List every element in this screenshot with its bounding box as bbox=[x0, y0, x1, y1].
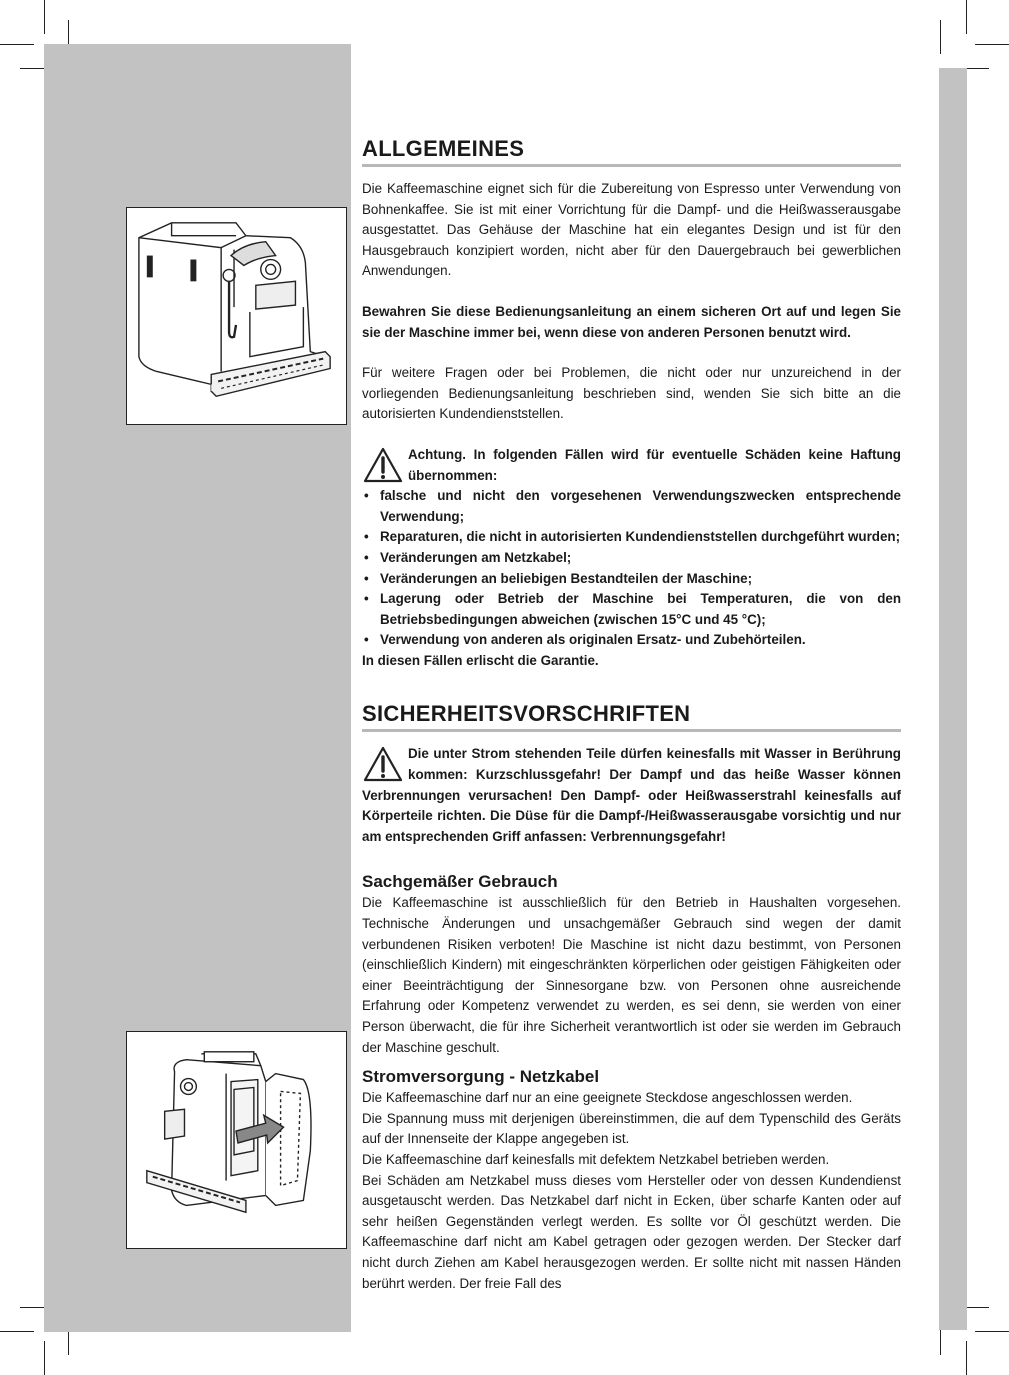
liability-warning bbox=[362, 445, 901, 486]
crop-mark bbox=[966, 0, 967, 34]
crop-mark bbox=[975, 1331, 1009, 1332]
crop-mark bbox=[44, 1341, 45, 1375]
power-supply-line: Die Kaffeemaschine darf keinesfalls mit defektem Netzkabel betrieben werden. bbox=[362, 1151, 830, 1167]
list-item: • falsche und nicht den vorgesehenen Verwendungszwecken entsprechende Verwendung; bbox=[362, 486, 901, 527]
questions-paragraph: Für weitere Fragen oder bei Problemen, die nicht oder nur unzureichend in der vorliegenden Bedienungsanleitung beschrieben sind, wenden Sie sich bitte an die autorisierten Kundendienststellen. bbox=[362, 365, 901, 422]
subheading-power-supply: Stromversorgung - Netzkabel bbox=[362, 1067, 600, 1087]
liability-warning-text: Achtung. In folgenden Fällen wird für eventuelle Schäden keine Haftung übernommen: bbox=[408, 446, 901, 483]
intro-paragraph: Die Kaffeemaschine eignet sich für die Zubereitung von Espresso unter Verwendung von Bohnenkaffee. Sie ist mit einer Vorrichtung für die Dampf- und die Heißwasserausgabe ausgestattet. Das Gehäuse der Maschine hat ein elegantes Design und ist für den Hausgebrauch konzipiert worden, nicht aber für den Dauergebrauch bei gewerblichen Anwendungen. bbox=[362, 181, 901, 279]
electrical-warning bbox=[362, 744, 901, 847]
crop-mark bbox=[0, 1331, 34, 1332]
crop-mark bbox=[44, 0, 45, 34]
page-body bbox=[362, 136, 901, 1294]
crop-mark bbox=[940, 20, 941, 54]
liability-bullet-list bbox=[362, 486, 901, 651]
power-supply-line: Die Kaffeemaschine darf nur an eine geeignete Steckdose angeschlossen werden. bbox=[362, 1090, 853, 1106]
subheading-proper-use: Sachgemäßer Gebrauch bbox=[362, 872, 558, 892]
proper-use-paragraph: Die Kaffeemaschine ist ausschließlich für den Betrieb in Haushalten vorgesehen. Technische Änderungen und unsachgemäßer Gebrauch sind wegen der damit verbundenen Risiken verboten! Die Maschine ist nicht dazu bestimmt, von Personen (einschließlich Kindern) mit eingeschränkten körperlichen oder geistigen Fähigkeiten oder einer Beeinträchtigung der Sinnesorgane bzw. von Personen ohne ausreichende Erfahrung oder Kompetenz verwendet zu werden, es sei denn, sie werden von einer Person überwacht, die für ihre Sicherheit verantwortlich ist oder sie werden im Gebrauch der Maschine geschult. bbox=[362, 895, 901, 1055]
list-item: • Veränderungen an beliebigen Bestandteilen der Maschine; bbox=[362, 569, 901, 590]
list-item: • Verwendung von anderen als originalen Ersatz- und Zubehörteilen. bbox=[362, 630, 901, 651]
section-title-sicherheitsvorschriften: SICHERHEITSVORSCHRIFTEN bbox=[362, 701, 901, 732]
list-item: • Lagerung oder Betrieb der Maschine bei Temperaturen, die von den Betriebsbedingungen abweichen (zwischen 15°C und 45 °C); bbox=[362, 589, 901, 630]
keep-manual-note: Bewahren Sie diese Bedienungsanleitung an einem sicheren Ort auf und legen Sie sie der Maschine immer bei, wenn diese von anderen Personen benutzt wird. bbox=[362, 303, 901, 340]
coffee-machine-illustration bbox=[126, 207, 347, 425]
section-title-allgemeines: ALLGEMEINES bbox=[362, 136, 901, 167]
list-item: • Reparaturen, die nicht in autorisierten Kundendienststellen durchgeführt wurden; bbox=[362, 527, 901, 548]
power-supply-line: Bei Schäden am Netzkabel muss dieses vom Hersteller oder von dessen Kundendienst ausgetauscht werden. Das Netzkabel darf nicht in Ecken, über scharfe Kanten oder auf sehr heißen Gegenständen verlegt werden. Es sollte vor Öl geschützt werden. Die Kaffeemaschine darf nicht am Kabel getragen oder gezogen werden. Der Stecker darf nicht durch Ziehen am Kabel herausgezogen werden. Er sollte nicht mit nassen Händen berührt werden. Der freie Fall des bbox=[362, 1172, 901, 1291]
crop-mark bbox=[966, 1341, 967, 1375]
power-supply-line: Die Spannung muss mit derjenigen übereinstimmen, die auf dem Typenschild des Geräts auf der Innenseite der Klappe angegeben ist. bbox=[362, 1110, 901, 1147]
list-item: • Veränderungen am Netzkabel; bbox=[362, 548, 901, 569]
warning-triangle-icon bbox=[362, 446, 404, 484]
crop-mark bbox=[975, 44, 1009, 45]
warranty-closing: In diesen Fällen erlischt die Garantie. bbox=[362, 652, 599, 668]
warning-triangle-icon bbox=[362, 745, 404, 783]
side-door-open-illustration bbox=[126, 1031, 347, 1249]
electrical-warning-text: Die unter Strom stehenden Teile dürfen keinesfalls mit Wasser in Berührung kommen: Kurzschlussgefahr! Der Dampf und das heiße Wasser können Verbrennungen verursachen! Den Dampf- oder Heißwasserstrahl keinesfalls auf Körperteile richten. Die Düse für die Dampf-/Heißwasserausgabe vorsichtig und nur am entsprechenden Griff anfassen: Verbrennungsgefahr! bbox=[362, 746, 901, 844]
crop-mark bbox=[0, 44, 34, 45]
right-edge-band bbox=[939, 68, 967, 1330]
